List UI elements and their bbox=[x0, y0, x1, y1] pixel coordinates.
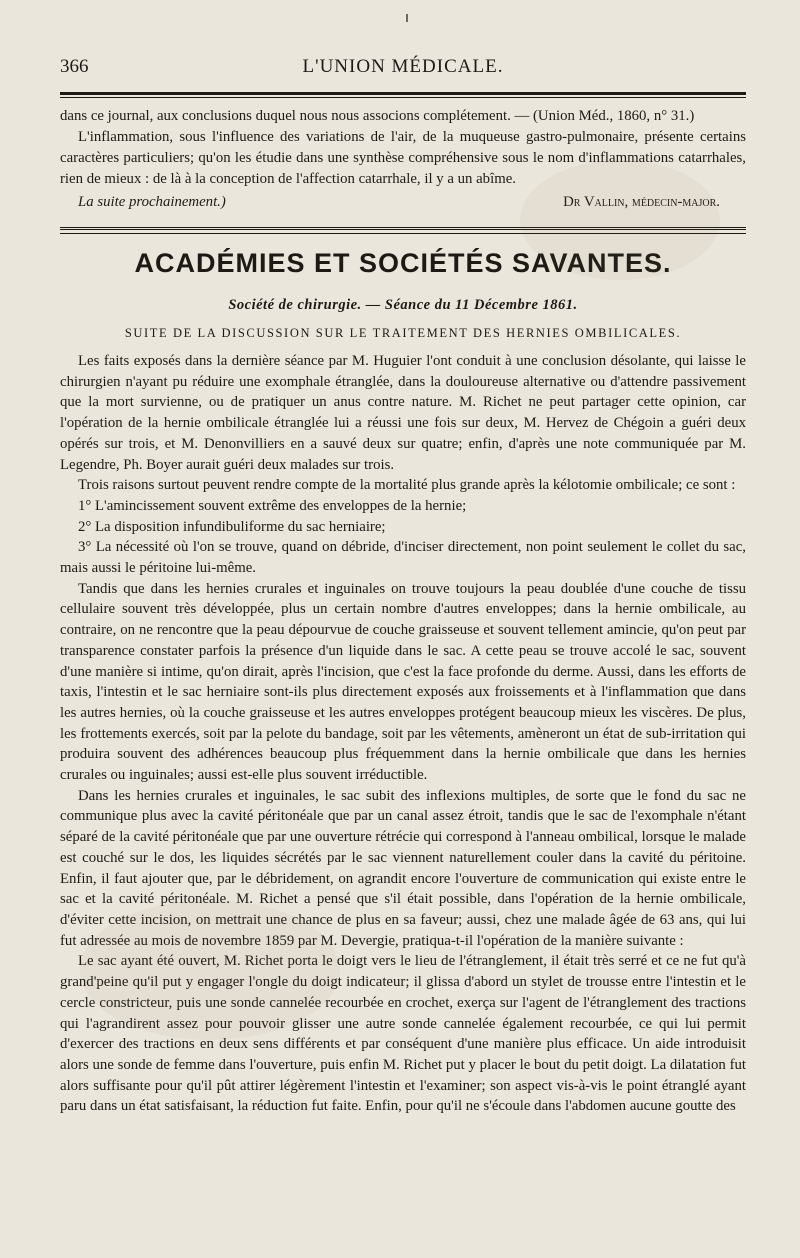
list-item: 1° L'amincissement souvent extrême des enveloppes de la hernie; bbox=[78, 497, 467, 514]
body-paragraph: Trois raisons surtout peuvent rendre compte de la mortalité plus grande après la kélotomie ombilicale; ce sont : bbox=[78, 477, 736, 494]
printer-mark bbox=[406, 14, 408, 22]
body-paragraph: Les faits exposés dans la dernière séance par M. Huguier l'ont conduit à une conclusion désolante, qui laisse le chirurgien n'ayant pu réduire une exomphale étranglée, dans la douloureuse alternative ou d'attendre passivement que la mort survienne, ou de pratiquer un anus contre nature. M. Richet ne peut partager cette opinion, car l'opération de la hernie ombilicale étranglée lui a réussi une fois sur deux, M. Hervez de Chégoin a guéri deux opérés sur trois, et M. Denonvilliers en a sauvé deux sur quatre; enfin, d'après une note communiquée par M. Legendre, Ph. Boyer aurait guéri deux malades sur trois. bbox=[60, 353, 746, 473]
article-end-line bbox=[60, 191, 746, 213]
society-session-text: Société de chirurgie. — Séance du 11 Décembre 1861. bbox=[228, 297, 578, 313]
body-paragraph: Dans les hernies crurales et inguinales, le sac subit des inflexions multiples, de sorte que le fond du sac ne communique plus avec la cavité péritonéale que par un canal assez étroit, tandis que le sac de l'exomphale n'étant séparé de la cavité péritonéale que par une ouverture rétrécie qui correspond à l'anneau ombilical, lorsque le malade est couché sur le dos, les liquides sécrétés par le sac viennent naturellement couler dans la cavité du péritoine. Enfin, il faut ajouter que, par le débridement, on agrandit encore l'ouverture de communication qui existe entre le sac et la cavité péritonéale. M. Richet a pensé que s'il était possible, dans l'opération de la hernie ombilicale, d'éviter cette incision, on mettrait une chance de plus en sa faveur; aussi, chez une malade âgée de 63 ans, qui lui fut adressée au mois de novembre 1859 par M. Devergie, pratiqua-t-il l'opération de la manière suivante : bbox=[60, 787, 746, 949]
page-number: 366 bbox=[60, 56, 89, 77]
body-paragraph: Tandis que dans les hernies crurales et inguinales on trouve toujours la peau doublée d'une couche de tissu cellulaire souvent très développée, plus un certain nombre d'autres enveloppes; dans la hernie ombilicale, au contraire, on ne rencontre que la peau dépourvue de couche graisseuse et souvent tellement amincie, qu'on peut par transparence constater parfois la présence d'un liquide dans le sac. A cette peau se trouve accolé le sac, souvent d'une manière si intime, qu'on dirait, après l'incision, que c'est la face profonde du derme. Aussi, dans les efforts de taxis, l'intestin et le sac herniaire sont-ils plus directement exposés aux froissements et à l'inflammation que dans les autres hernies, où la couche graisseuse et les autres enveloppes protégent beaucoup mieux les viscères. De plus, les frottements exercés, soit par la pelote du bandage, soit par les vêtements, amèneront un état de sub-irritation qui produira souvent des adhérences beaucoup plus fréquemment dans la hernie ombilicale que dans les hernies crurales ou inguinales; aussi est-elle plus souvent irréductible. bbox=[60, 580, 746, 784]
body-paragraph: Le sac ayant été ouvert, M. Richet porta le doigt vers le lieu de l'étranglement, il était très serré et ce ne fut qu'à grand'peine qu'il put y engager l'ongle du doigt indicateur; il glissa d'abord un stylet de trousse entre l'intestin et le cercle constricteur, puis une sonde cannelée recourbée en crochet, exerça sur l'agent de l'étranglement des tractions qui l'agrandirent assez pour pouvoir glisser une autre sonde cannelée également recourbée, ce qui lui permit d'exercer des tractions en deux sens différents et par conséquent d'une manière plus efficace. Un aide introduisit alors une sonde de femme dans l'ouverture, puis enfin M. Richet put y placer le bout du petit doigt. La dilatation fut alors suffisante pour qu'il pût attirer légèrement l'intestin et l'examiner; son aspect vis-à-vis le point étranglé ayant paru dans un état satisfaisant, la réduction fut faite. Enfin, pour qu'il ne s'écoule dans l'abdomen aucune goutte des bbox=[60, 953, 746, 1115]
list-item: 2° La disposition infundibuliforme du sac herniaire; bbox=[78, 518, 386, 535]
list-item: 3° La nécessité où l'on se trouve, quand on débride, d'inciser directement, non point seulement le collet du sac, mais aussi le péritoine lui-même. bbox=[60, 539, 746, 577]
article-body bbox=[60, 351, 746, 1117]
previous-article-paragraph: dans ce journal, aux conclusions duquel nous nous associons complétement. — (Union Méd., 1860, n° 31.) bbox=[60, 108, 695, 124]
author-signature: Dr Vallin, médecin-major. bbox=[563, 194, 720, 210]
header-rule bbox=[60, 92, 746, 95]
previous-article-paragraph: L'inflammation, sous l'influence des variations de l'air, de la muqueuse gastro-pulmonaire, présente certains caractères particuliers; qu'on les étudie dans une synthèse compréhensive sous le nom d'inflammations catarrhales, rien de mieux : de là à la conception de l'affection catarrhale, il y a un abîme. bbox=[60, 129, 746, 187]
discussion-subtitle: SUITE DE LA DISCUSSION SUR LE TRAITEMENT DES HERNIES OMBILICALES. bbox=[124, 326, 682, 340]
journal-title: L'UNION MÉDICALE. bbox=[302, 56, 504, 77]
previous-article bbox=[60, 106, 746, 213]
sequel-note: La suite prochainement.) bbox=[78, 194, 226, 210]
header-rule-thin bbox=[60, 97, 746, 98]
section-divider bbox=[60, 227, 746, 234]
section-heading: ACADÉMIES ET SOCIÉTÉS SAVANTES. bbox=[134, 248, 672, 278]
society-session-line bbox=[60, 297, 746, 314]
running-head bbox=[60, 56, 746, 86]
